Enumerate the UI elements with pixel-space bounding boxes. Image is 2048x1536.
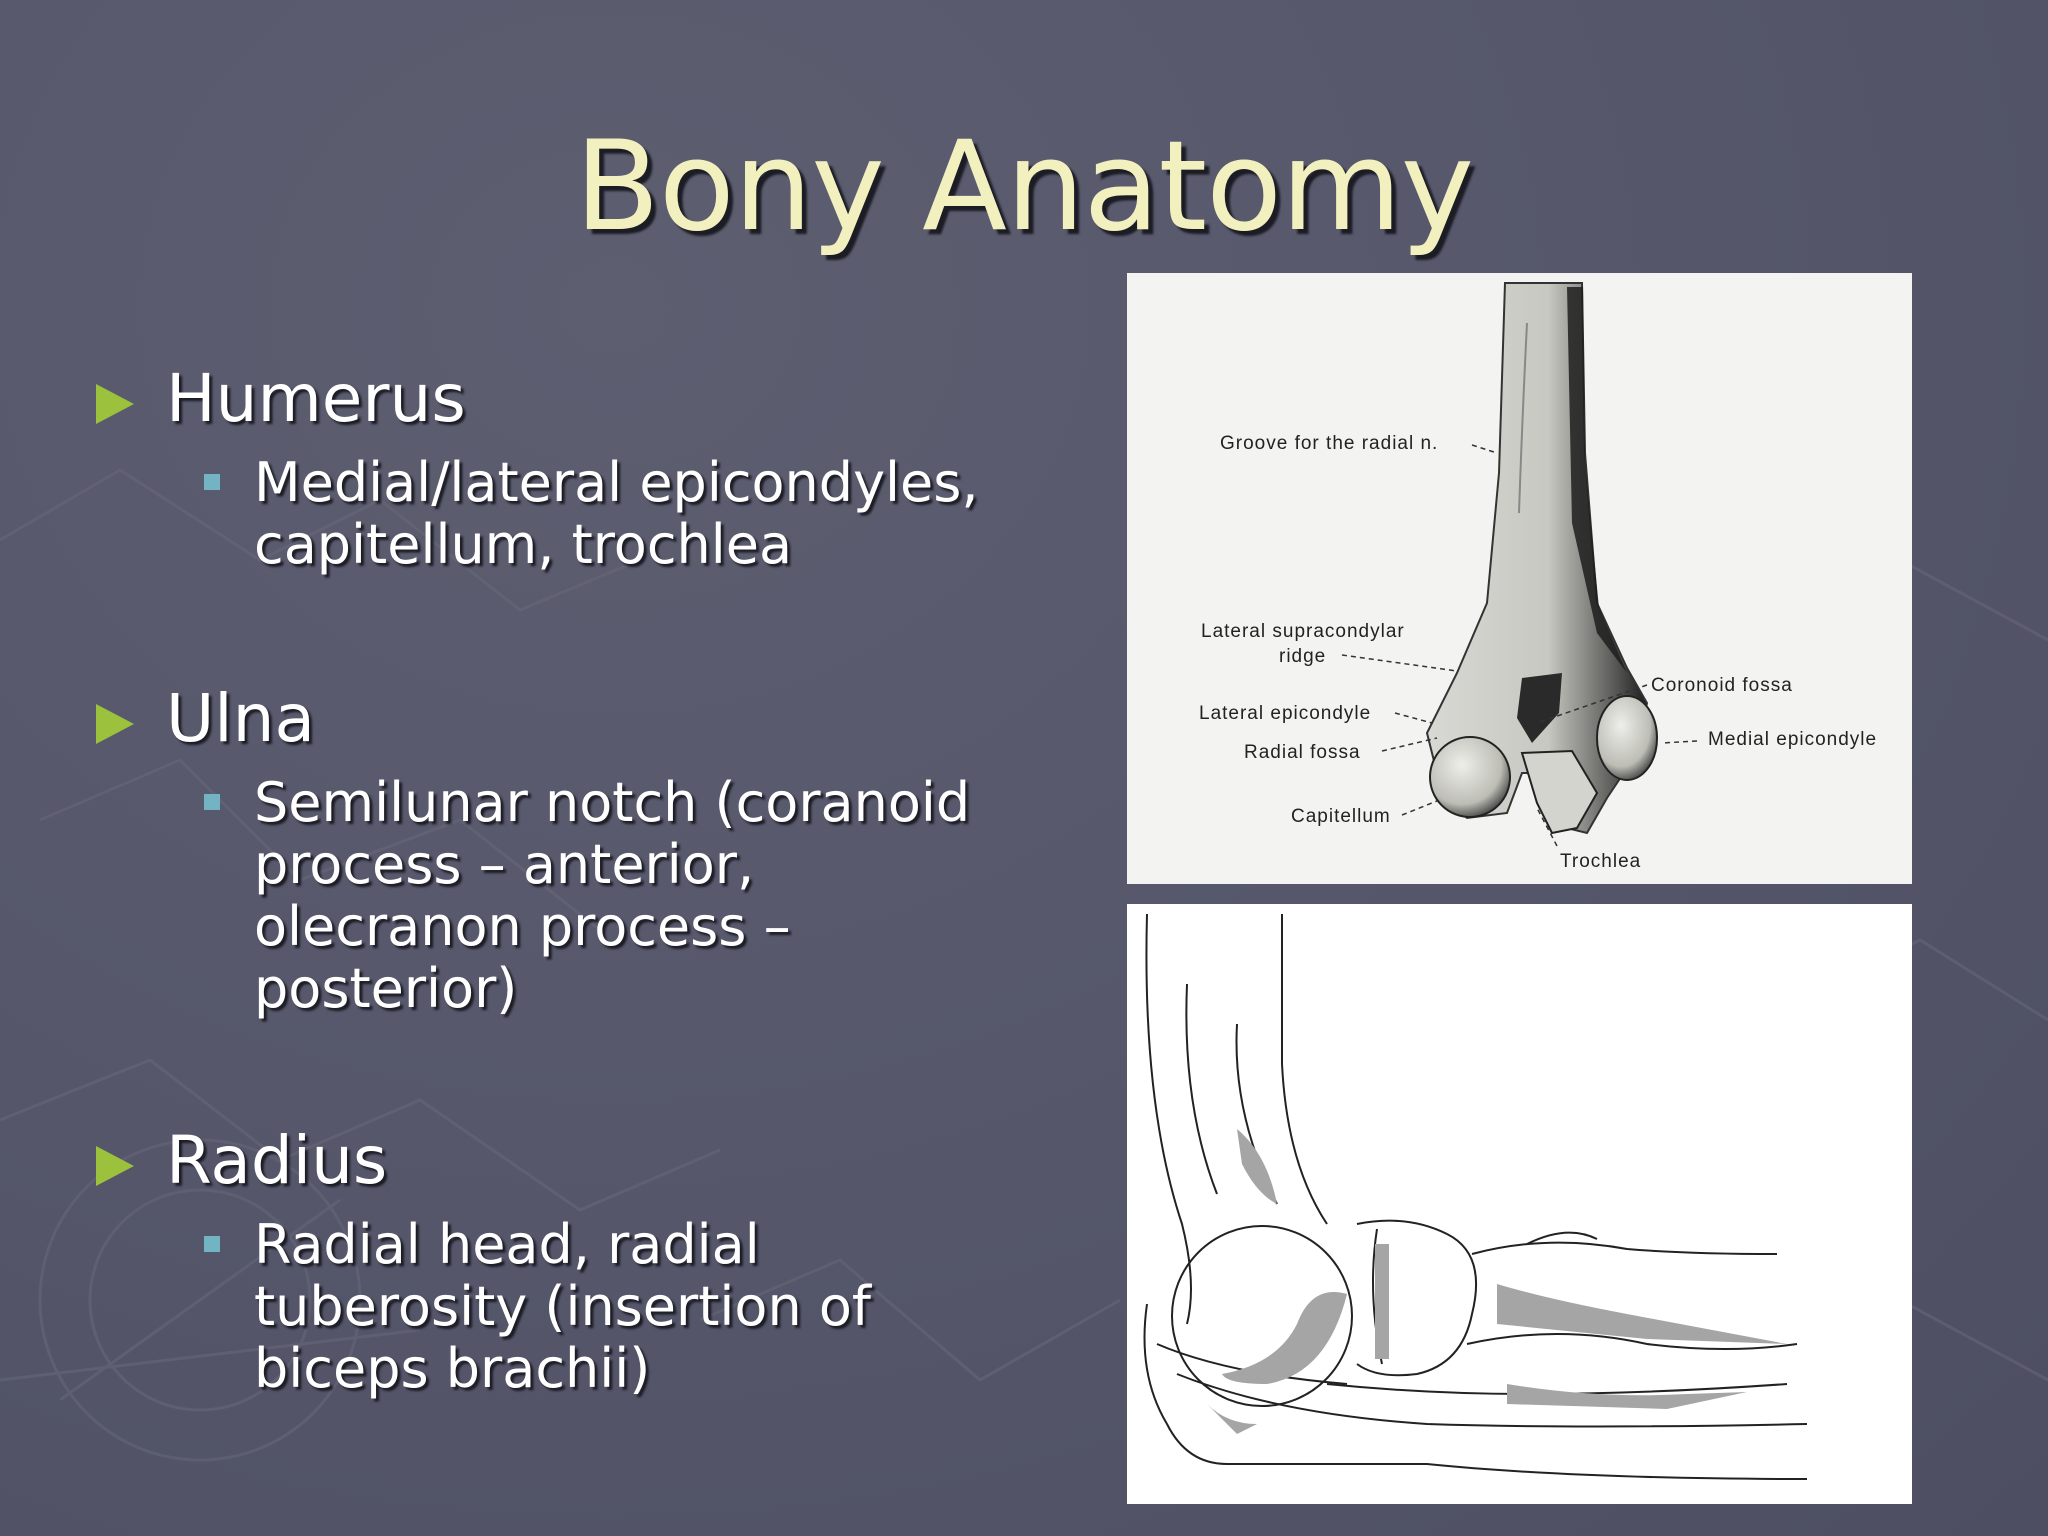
sub-bullet-ulna (254, 772, 1014, 1020)
sub-bullet-line: olecranon process – (254, 895, 791, 958)
label-lateral-supracondylar-ridge: ridge (1279, 646, 1327, 667)
arrow-bullet-icon (96, 704, 134, 744)
label-lateral-supracondylar-ridge: Lateral supracondylar (1201, 621, 1405, 642)
slide-title: Bony Anatomy (574, 115, 1474, 259)
arrow-bullet-icon (96, 1146, 134, 1186)
elbow-joint-diagram (1127, 904, 1912, 1504)
label-coronoid-fossa: Coronoid fossa (1651, 675, 1793, 696)
bullet-label: Ulna (166, 680, 315, 757)
sub-bullet-radius (254, 1214, 1014, 1400)
square-bullet-icon (204, 1236, 220, 1252)
sub-bullet-line: capitellum, trochlea (254, 513, 793, 576)
sub-bullet-line: tuberosity (insertion of (254, 1275, 871, 1338)
label-groove-radial-nerve: Groove for the radial n. (1220, 433, 1439, 454)
bullet-label: Humerus (166, 360, 466, 437)
humerus-diagram (1127, 273, 1912, 884)
sub-bullet-line: Radial head, radial (254, 1213, 760, 1276)
label-trochlea: Trochlea (1560, 851, 1642, 872)
medial-epicondyle-shape (1597, 696, 1657, 780)
sub-bullet-line: biceps brachii) (254, 1337, 651, 1400)
sub-bullet-line: posterior) (254, 957, 518, 1020)
label-radial-fossa: Radial fossa (1244, 742, 1361, 763)
bullet-label: Radius (166, 1122, 388, 1199)
label-medial-epicondyle: Medial epicondyle (1708, 729, 1878, 750)
square-bullet-icon (204, 794, 220, 810)
sub-bullet-line: process – anterior, (254, 833, 755, 896)
capitellum-shape (1430, 737, 1510, 817)
square-bullet-icon (204, 474, 220, 490)
sub-bullet-line: Medial/lateral epicondyles, (254, 451, 979, 514)
label-capitellum: Capitellum (1291, 806, 1391, 827)
sub-bullet-line: Semilunar notch (coranoid (254, 771, 971, 834)
label-lateral-epicondyle: Lateral epicondyle (1199, 703, 1372, 724)
sub-bullet-humerus (254, 452, 1014, 576)
arrow-bullet-icon (96, 384, 134, 424)
